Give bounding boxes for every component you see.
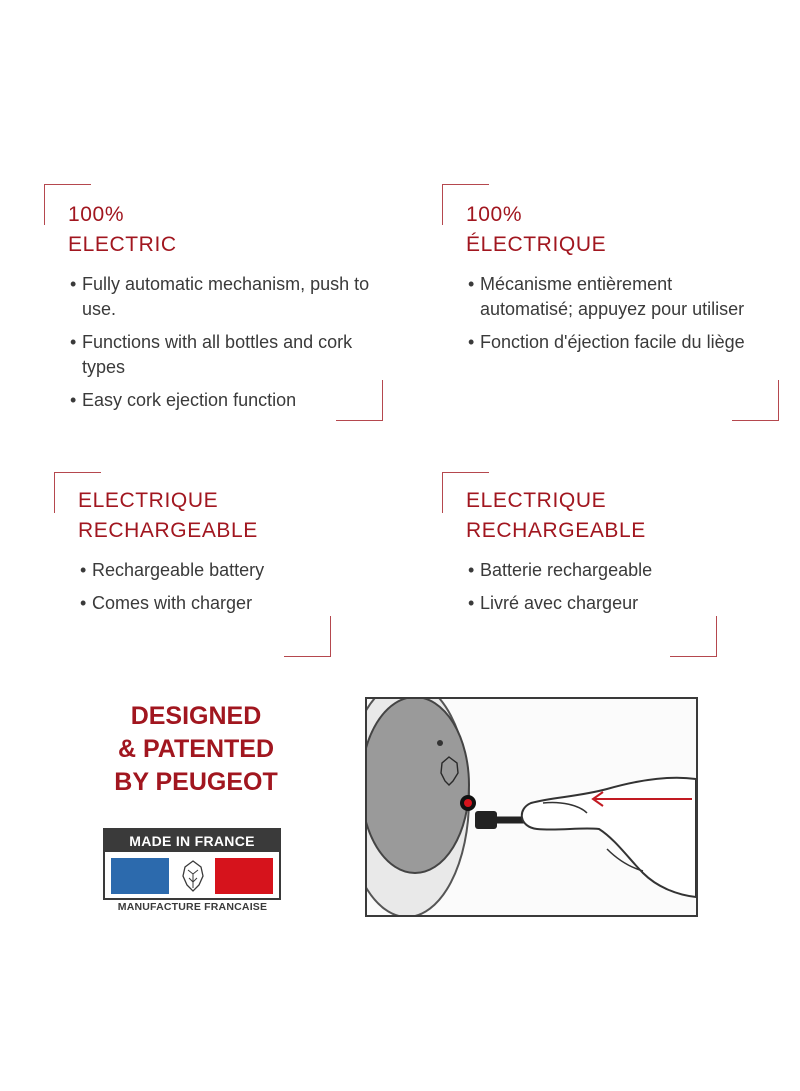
section-rechargeable-fr [442,472,742,662]
section-rechargeable-en [54,472,354,662]
title-line-2: ELECTRIC [68,233,177,256]
made-in-france-badge [103,828,281,900]
list-item: • Fonction d'éjection facile du liège [468,330,758,355]
designed-line-3: BY PEUGEOT [114,768,278,796]
charging-illustration [365,697,698,917]
section-electrique-fr [442,184,782,424]
feature-list [468,558,728,624]
title-line-2: RECHARGEABLE [78,519,258,542]
corner-frame-bottom-right [284,616,331,657]
title-line-1: 100% [466,203,523,226]
list-item: • Rechargeable battery [80,558,340,583]
usb-plug [475,811,497,829]
title-line-1: 100% [68,203,125,226]
badge-footer: MANUFACTURE FRANCAISE [117,901,268,913]
title-line-1: ELECTRIQUE [78,489,219,512]
designed-by-peugeot [96,700,296,799]
corner-frame-bottom-right [336,380,383,421]
feature-list [70,272,370,421]
device-face [367,699,469,873]
charging-drawing [367,699,696,915]
section-title [466,486,646,546]
list-item: • Livré avec chargeur [468,591,728,616]
title-line-1: ELECTRIQUE [466,489,607,512]
list-item: • Easy cork ejection function [70,388,370,413]
lion-icon [179,858,207,894]
designed-line-2: & PATENTED [117,735,275,763]
title-line-2: ÉLECTRIQUE [466,233,607,256]
section-title [68,200,177,260]
feature-list [468,272,758,363]
list-item: • Functions with all bottles and cork types [70,330,370,380]
feature-list [80,558,340,624]
designed-line-1: DESIGNED [130,702,262,730]
device-dot [437,740,443,746]
list-item: • Comes with charger [80,591,340,616]
hand-icon [522,778,696,897]
flag-blue-stripe [111,858,169,894]
list-item: • Batterie rechargeable [468,558,728,583]
section-title [78,486,258,546]
corner-frame-bottom-right [732,380,779,421]
section-electric-en [44,184,384,424]
list-item: • Mécanisme entièrement automatisé; appuyez pour utiliser [468,272,758,322]
title-line-2: RECHARGEABLE [466,519,646,542]
list-item: • Fully automatic mechanism, push to use. [70,272,370,322]
section-title [466,200,606,260]
flag-red-stripe [215,858,273,894]
badge-header: MADE IN FRANCE [105,830,279,852]
corner-frame-bottom-right [670,616,717,657]
